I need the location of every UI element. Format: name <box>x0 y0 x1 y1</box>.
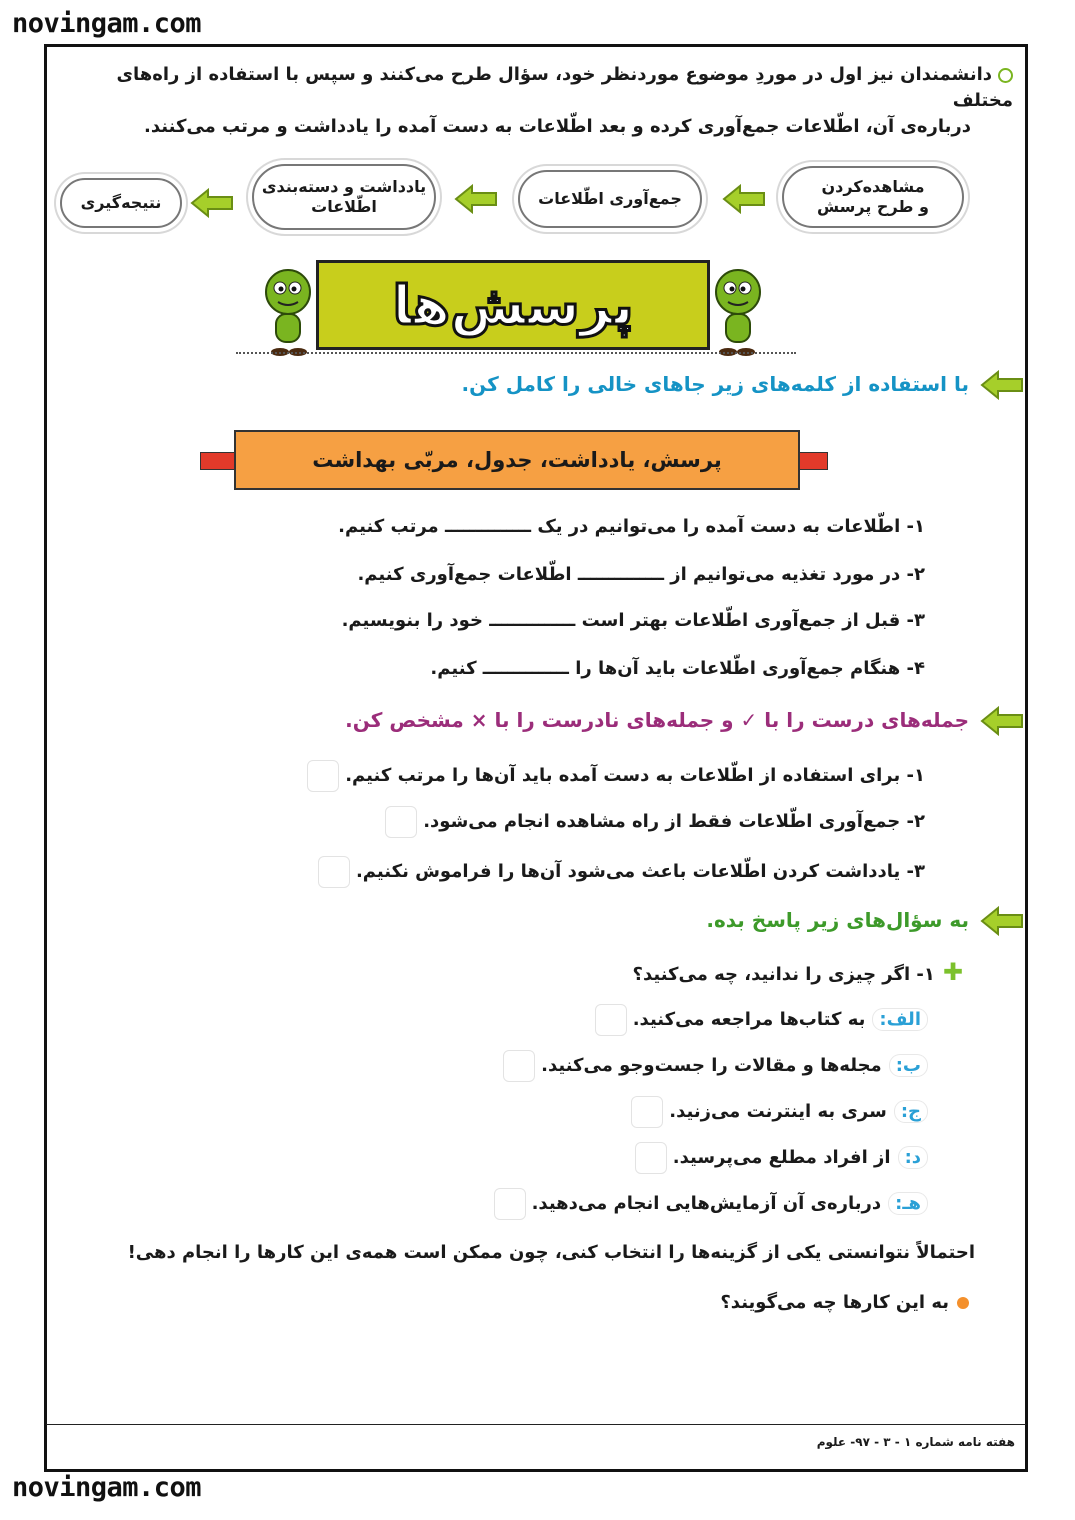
step-collect: جمع‌آوری اطّلاعات <box>518 170 702 228</box>
true-false-2: ۲- جمع‌آوری اطّلاعات فقط از راه مشاهده انجام می‌شود. <box>385 806 925 838</box>
true-false-3: ۳- یادداشت کردن اطّلاعات باعث می‌شود آن‌ها را فراموش نکنیم. <box>318 856 925 888</box>
true-false-1: ۱- برای استفاده از اطّلاعات به دست آمده باید آن‌ها را مرتب کنیم. <box>307 760 925 792</box>
fill-blank-4: ۴- هنگام جمع‌آوری اطّلاعات باید آن‌ها را ــــــــــــــ کنیم. <box>430 658 925 679</box>
cartoon-character-right-icon <box>712 266 764 358</box>
footer-divider <box>46 1424 1026 1425</box>
section2-instruction: جمله‌های درست را با ✓ و جمله‌های نادرست را با × مشخص کن. <box>345 708 969 732</box>
section-arrow-icon <box>980 706 1024 736</box>
option-3: ج:سری به اینترنت می‌زنید. <box>631 1096 927 1128</box>
fill-blank-1: ۱- اطّلاعات به دست آمده را می‌توانیم در یک ــــــــــــــ مرتب کنیم. <box>338 516 925 537</box>
option-2: ب:مجله‌ها و مقالات را جست‌وجو می‌کنید. <box>503 1050 927 1082</box>
bullet-ring-icon <box>998 68 1013 83</box>
question-1: ✚۱- اگر چیزی را ندانید، چه می‌کنید؟ <box>632 958 963 986</box>
option-5: هـ:درباره‌ی آن آزمایش‌هایی انجام می‌دهید. <box>494 1188 927 1220</box>
step-conclusion: نتیجه‌گیری <box>60 178 182 228</box>
watermark-top: novingam.com <box>12 8 202 39</box>
footer-text: هفته نامه شماره ۱ - ۳ - ۹۷- علوم <box>816 1435 1015 1449</box>
answer-box[interactable] <box>385 806 417 838</box>
word-bank: پرسش، یادداشت، جدول، مربّی بهداشت <box>234 430 800 490</box>
section1-instruction: با استفاده از کلمه‌های زیر جاهای خالی را کامل کن. <box>461 372 969 396</box>
option-4: د:از افراد مطلع می‌پرسید. <box>635 1142 927 1174</box>
answer-box[interactable] <box>318 856 350 888</box>
followup-question: به این کارها چه می‌گویند؟ <box>720 1292 969 1313</box>
section-arrow-icon <box>980 906 1024 936</box>
option-checkbox[interactable] <box>503 1050 535 1082</box>
option-checkbox[interactable] <box>635 1142 667 1174</box>
answer-box[interactable] <box>307 760 339 792</box>
cartoon-character-left-icon <box>262 266 314 358</box>
option-checkbox[interactable] <box>494 1188 526 1220</box>
fill-blank-3: ۳- قبل از جمع‌آوری اطّلاعات بهتر است ــــــــــــــ خود را بنویسیم. <box>341 610 925 631</box>
intro-line-1: دانشمندان نیز اول در موردِ موضوع موردنظر خود، سؤال طرح می‌کنند و سپس با استفاده از راه‌های مختلف <box>116 64 1013 111</box>
fill-blank-2: ۲- در مورد تغذیه می‌توانیم از ــــــــــــــ اطّلاعات جمع‌آوری کنیم. <box>357 564 925 585</box>
step-note-classify: یادداشت و دسته‌بندی اطّلاعات <box>252 164 436 230</box>
option-checkbox[interactable] <box>595 1004 627 1036</box>
section3-instruction: به سؤال‌های زیر پاسخ بده. <box>706 908 969 932</box>
bullet-dot-icon <box>957 1297 969 1309</box>
plus-icon: ✚ <box>942 958 963 986</box>
arrow-left-icon <box>454 184 498 214</box>
option-1: الف:به کتاب‌ها مراجعه می‌کنید. <box>595 1004 927 1036</box>
banner-title: پرسش‌ها <box>316 260 710 350</box>
arrow-left-icon <box>722 184 766 214</box>
section-arrow-icon <box>980 370 1024 400</box>
banner-baseline <box>236 352 796 354</box>
arrow-left-icon <box>190 188 234 218</box>
watermark-bottom: novingam.com <box>12 1472 202 1503</box>
option-checkbox[interactable] <box>631 1096 663 1128</box>
note-text: احتمالاً نتوانستی یکی از گزینه‌ها را انتخاب کنی، چون ممکن است همه‌ی این کارها را انجام دهی! <box>127 1242 975 1263</box>
step-observe-ask: مشاهده‌کردن و طرح پرسش <box>782 166 964 228</box>
intro-line-2: درباره‌ی آن، اطّلاعات جمع‌آوری کرده و بعد اطّلاعات به دست آمده را یادداشت و مرتب می‌کنند. <box>144 116 971 137</box>
